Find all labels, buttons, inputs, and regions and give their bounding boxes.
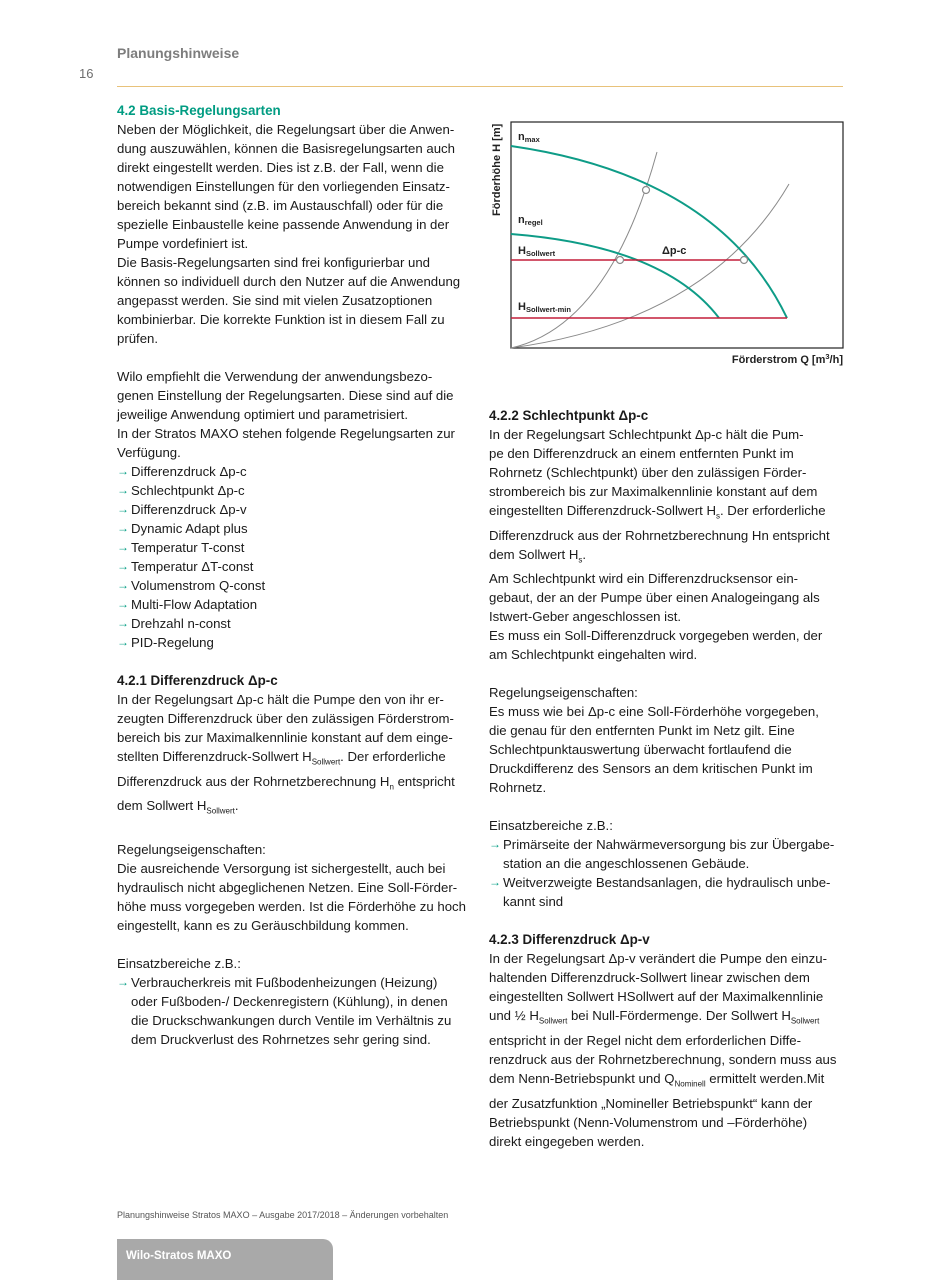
list-item: → Volumenstrom Q-const: [117, 576, 473, 595]
section-heading-4-2-1: 4.2.1 Differenzdruck Δp-c: [117, 673, 278, 688]
text-line: haltenden Differenzdruck-Sollwert linear zwischen dem: [489, 970, 810, 986]
text-line: In der Stratos MAXO stehen folgende Regelungsarten zur: [117, 426, 455, 441]
section-title: Planungshinweise: [117, 45, 240, 61]
list-item: → Differenzdruck Δp-c: [117, 462, 473, 481]
left-column: [117, 101, 473, 1049]
text-line: spezielle Einbaustelle keine passende Anwendung in der: [117, 217, 450, 232]
text-line: kombinierbar. Die korrekte Funktion ist in diesem Fall zu: [117, 312, 445, 327]
pump-curve-diagram: [489, 116, 845, 372]
text-line: direkt eingestellt werden. Dies ist z.B. der Fall, wenn die: [117, 160, 444, 175]
footer-tab: [117, 1239, 333, 1280]
operating-point: [741, 257, 748, 264]
y-axis-label: Förderhöhe H [m]: [491, 123, 503, 216]
text-line: der Zusatzfunktion „Nomineller Betriebspunkt“ kann der: [489, 1095, 813, 1111]
footer-text: Planungshinweise Stratos MAXO – Ausgabe 2017/2018 – Änderungen vorbehalten: [117, 1210, 449, 1220]
list-item: → Differenzdruck Δp-v: [117, 500, 473, 519]
list-item: → Temperatur T-const: [117, 538, 473, 557]
text-line: dem Sollwert $H_s$.: [489, 546, 587, 565]
text-line: eingestellten Sollwert HSollwert auf der Maximalkennlinie: [489, 989, 824, 1005]
text-line: Betriebspunkt (Nenn-Volumenstrom und –Förderhöhe): [489, 1114, 808, 1130]
text-line: Druckdifferenz des Sensors an dem kritischen Punkt im: [489, 761, 813, 777]
text-line: pe den Differenzdruck an einem entfernten Punkt im: [489, 446, 794, 461]
text-line: zeugten Differenzdruck über den zulässigen Förderstrom-: [117, 711, 454, 726]
text-line: notwendigen Einstellungen für den vorliegenden Einsatz-: [117, 179, 450, 194]
pump-curve-nmax: [511, 146, 787, 318]
list-item: → Drehzahl n-const: [117, 614, 473, 633]
section-heading-4-2-3: 4.2.3 Differenzdruck Δp-v: [489, 932, 650, 948]
text-line: In der Regelungsart Schlechtpunkt Δp-c hält die Pum-: [489, 427, 804, 442]
text-line: bereich bis zur Maximalkennlinie konstant auf dem einge-: [117, 730, 453, 745]
text-line: In der Regelungsart Δp-c hält die Pumpe den von ihr er-: [117, 692, 444, 707]
text-line: dem Sollwert $H_{Sollwert}$.: [117, 798, 239, 816]
setpoint-label-hsollwert-min: HSollwert-min: [518, 301, 571, 314]
text-line: genen Einstellung der Regelungsarten. Diese sind auf die: [117, 388, 454, 403]
list-item: → Primärseite der Nahwärmeversorgung bis zur Übergabe- station an die angeschlossenen Gebäude.: [489, 835, 845, 873]
uses-label: Einsatzbereiche z.B.:: [489, 818, 613, 834]
text-line: Die Basis-Regelungsarten sind frei konfigurierbar und: [117, 255, 431, 270]
text-line: Differenzdruck aus der Rohrnetzberechnung Hn entspricht: [489, 527, 830, 543]
s422-paragraph: [489, 425, 845, 664]
curve-label-nregel: nregel: [518, 214, 543, 227]
text-line: Rohrnetz.: [489, 780, 547, 796]
text-line: können so individuell durch den Nutzer auf die Anwendung: [117, 274, 461, 289]
recommendation-paragraph: [117, 367, 473, 462]
list-item: → PID-Regelung: [117, 633, 473, 652]
curve-label-nmax: nmax: [518, 131, 540, 144]
text-line: gebaut, der an der Pumpe über einen Analogeingang als: [489, 590, 820, 606]
text-line: Wilo empfiehlt die Verwendung der anwendungsbezo-: [117, 369, 433, 384]
intro-paragraph: [117, 120, 473, 348]
text-line: Es muss ein Soll-Differenzdruck vorgegeben werden, der: [489, 628, 823, 644]
text-line: jeweilige Anwendung optimiert und parametrisiert.: [117, 407, 409, 422]
page-number: 16: [79, 66, 94, 81]
right-column: [489, 406, 845, 1151]
list-item: → Schlechtpunkt Δp-c: [117, 481, 473, 500]
properties-paragraph: [489, 702, 845, 797]
s423-paragraph: [489, 949, 845, 1150]
text-line: dem Nenn-Betriebspunkt und $Q_{Nominell}$ ermittelt werden.Mit: [489, 1070, 825, 1089]
list-item: → Verbraucherkreis mit Fußbodenheizungen (Heizung) oder Fußboden-/ Deckenregistern (Kühlung), in denen die Druckschwankungen durch Ventile im Verhältnis zu dem Druckverlust des Rohrnetzes sehr gering sind.: [117, 973, 473, 1049]
text-line: die genau für den entfernten Punkt im Netz gilt. Eine: [489, 723, 795, 739]
operating-point: [617, 257, 624, 264]
text-line: Verfügung.: [117, 445, 181, 460]
text-line: renzdruck aus der Rohrnetzberechnung, sondern muss aus: [489, 1051, 837, 1067]
header-divider: [117, 86, 843, 87]
properties-paragraph: [117, 859, 473, 935]
text-line: eingestellten Differenzdruck-Sollwert $H_s$. Der erforderliche: [489, 503, 826, 521]
properties-label: Regelungseigenschaften:: [489, 685, 638, 701]
uses-label: Einsatzbereiche z.B.:: [117, 955, 241, 971]
section-heading-4-2-2: 4.2.2 Schlechtpunkt Δp-c: [489, 408, 649, 423]
control-mode-label: Δp-c: [662, 245, 687, 257]
text-line: Differenzdruck aus der Rohrnetzberechnung $H_n$ entspricht: [117, 773, 455, 792]
text-line: Pumpe vordefiniert ist.: [117, 236, 249, 251]
setpoint-label-hsollwert: HSollwert: [518, 245, 556, 258]
text-line: hydraulisch nicht abgeglichenen Netzen. Eine Soll-Förder-: [117, 879, 458, 895]
text-line: strombereich bis zur Maximalkennlinie konstant auf dem: [489, 484, 818, 499]
x-axis-label: Förderstrom Q $[m^3/h]$: [731, 352, 843, 366]
text-line: Neben der Möglichkeit, die Regelungsart über die Anwen-: [117, 122, 455, 137]
text-line: Die ausreichende Versorgung ist sichergestellt, auch bei: [117, 860, 446, 876]
operating-point: [643, 187, 650, 194]
s421-paragraph: [117, 690, 473, 821]
text-line: Am Schlechtpunkt wird ein Differenzdrucksensor ein-: [489, 571, 799, 587]
list-item: → Temperatur ΔT-const: [117, 557, 473, 576]
uses-list: [117, 973, 473, 1049]
text-line: am Schlechtpunkt eingehalten wird.: [489, 647, 698, 663]
footer-tab-label: Wilo-Stratos MAXO: [126, 1250, 232, 1262]
text-line: Es muss wie bei Δp-c eine Soll-Förderhöhe vorgegeben,: [489, 704, 819, 720]
control-modes-list: [117, 462, 473, 652]
list-item: → Weitverzweigte Bestandsanlagen, die hydraulisch unbe- kannt sind: [489, 873, 845, 911]
text-line: Rohrnetz (Schlechtpunkt) über den zulässigen Förder-: [489, 465, 807, 480]
text-line: Schlechtpunktauswertung überwacht fortlaufend die: [489, 742, 792, 758]
uses-list: [489, 835, 845, 911]
text-line: Istwert-Geber angeschlossen ist.: [489, 609, 682, 625]
text-line: und ½ $H_{Sollwert}$ bei Null-Fördermenge. Der Sollwert $H_{Sollwert}$: [489, 1008, 820, 1026]
text-line: In der Regelungsart Δp-v verändert die Pumpe den einzu-: [489, 951, 827, 967]
list-item: → Dynamic Adapt plus: [117, 519, 473, 538]
list-item: → Multi-Flow Adaptation: [117, 595, 473, 614]
text-line: stellten Differenzdruck-Sollwert $H_{Sollwert}$. Der erforderliche: [117, 749, 446, 767]
text-line: prüfen.: [117, 331, 159, 346]
properties-label: Regelungseigenschaften:: [117, 841, 266, 857]
text-line: direkt eingegeben werden.: [489, 1133, 645, 1149]
text-line: dung auszuwählen, können die Basisregelungsarten auch: [117, 141, 455, 156]
section-heading-4-2: 4.2 Basis-Regelungsarten: [117, 103, 281, 118]
text-line: höhe muss vorgegeben werden. Ist die Förderhöhe zu hoch: [117, 898, 466, 914]
text-line: bereich bekannt sind (z.B. im Austauschfall) oder für die: [117, 198, 444, 213]
text-line: angepasst werden. Sie sind mit vielen Zusatzoptionen: [117, 293, 433, 308]
text-line: entspricht in der Regel nicht dem erforderlichen Diffe-: [489, 1032, 802, 1048]
text-line: eingestellt, kann es zu Geräuschbildung kommen.: [117, 917, 409, 933]
